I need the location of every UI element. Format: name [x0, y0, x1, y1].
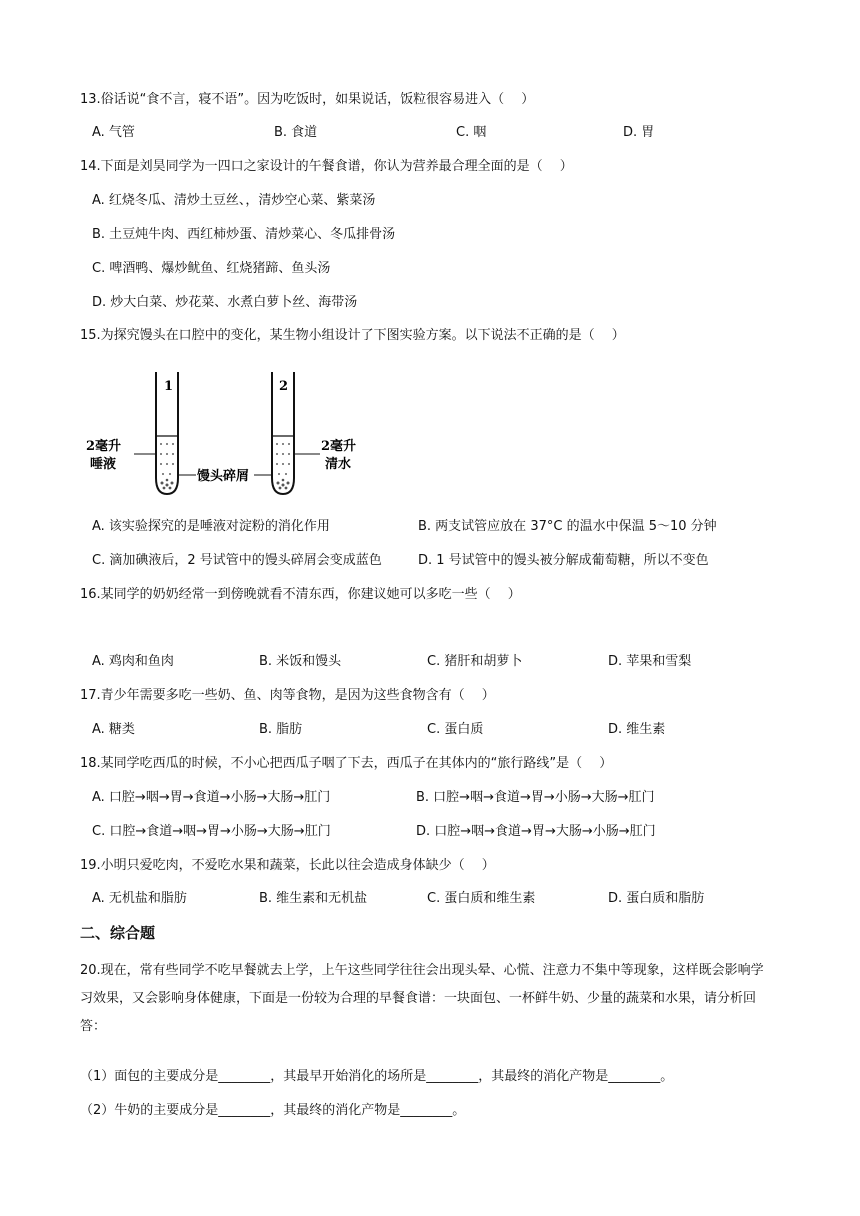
question-18-option-c: C. 口腔→食道→咽→胃→小肠→大肠→肛门: [92, 824, 331, 839]
question-14-option-a: A. 红烧冬瓜、清炒土豆丝、，清炒空心菜、紫菜汤: [92, 193, 376, 208]
question-15-option-b: B. 两支试管应放在 37°C 的温水中保温 5～10 分钟: [418, 519, 717, 534]
test-tube-1: [156, 372, 178, 494]
question-15-option-d: D. 1 号试管中的馒头被分解成葡萄糖，所以不变色: [418, 553, 709, 568]
question-13-stem: 13.俗话说“食不言，寝不语”。因为吃饭时，如果说话，饭粒很容易进入（ ）: [80, 92, 535, 107]
question-17-option-b: B. 脂肪: [259, 722, 303, 737]
question-17-option-d: D. 维生素: [608, 722, 666, 737]
tube-1-number: 1: [164, 379, 174, 394]
question-16-option-d: D. 苹果和雪梨: [608, 654, 692, 669]
test-tube-2: [272, 372, 294, 494]
question-16-option-a: A. 鸡肉和鱼肉: [92, 654, 174, 669]
question-17-option-c: C. 蛋白质: [427, 722, 484, 737]
question-15-option-a: A. 该实验探究的是唾液对淀粉的消化作用: [92, 519, 330, 534]
label-water-amount: 2毫升: [321, 439, 357, 454]
question-17-stem: 17.青少年需要多吃一些奶、鱼、肉等食物，是因为这些食物含有（ ）: [80, 688, 495, 703]
question-20-sub-1: （1）面包的主要成分是________，其最早开始消化的场所是________，其最终的消化产物是________。: [80, 1069, 674, 1084]
question-16-option-c: C. 猪肝和胡萝卜: [427, 654, 523, 669]
label-saliva-amount: 2毫升: [86, 439, 122, 454]
question-19-option-b: B. 维生素和无机盐: [259, 891, 368, 906]
question-19-option-d: D. 蛋白质和脂肪: [608, 891, 705, 906]
question-13-option-b: B. 食道: [274, 125, 318, 140]
question-13-option-c: C. 咽: [456, 125, 487, 140]
question-14-option-c: C. 啤酒鸭、爆炒鱿鱼、红烧猪蹄、鱼头汤: [92, 261, 331, 276]
question-15-option-c: C. 滴加碘液后，2 号试管中的馒头碎屑会变成蓝色: [92, 553, 382, 568]
tube-2-number: 2: [279, 379, 289, 394]
test-tube-experiment-figure: [84, 368, 364, 498]
question-14-stem: 14.下面是刘昊同学为一四口之家设计的午餐食谱，你认为营养最合理全面的是（ ）: [80, 159, 573, 174]
question-20-sub-2: （2）牛奶的主要成分是________，其最终的消化产物是________。: [80, 1103, 466, 1118]
question-15-stem: 15.为探究馒头在口腔中的变化，某生物小组设计了下图实验方案。以下说法不正确的是（ ）: [80, 328, 625, 343]
question-14-option-b: B. 土豆炖牛肉、西红柿炒蛋、清炒菜心、冬瓜排骨汤: [92, 227, 396, 242]
question-14-option-d: D. 炒大白菜、炒花菜、水煮白萝卜丝、海带汤: [92, 295, 358, 310]
question-16-stem: 16.某同学的奶奶经常一到傍晚就看不清东西，你建议她可以多吃一些（ ）: [80, 587, 521, 602]
question-13-option-d: D. 胃: [623, 125, 655, 140]
label-bread-crumbs: 馒头碎屑: [197, 469, 250, 484]
section-heading-comprehensive: 二、综合题: [80, 924, 156, 942]
question-17-option-a: A. 糖类: [92, 722, 135, 737]
question-20-stem: 20.现在，常有些同学不吃早餐就去上学，上午这些同学往往会出现头晕、心慌、注意力不集中等现象，这样既会影响学习效果，又会影响身体健康，下面是一份较为合理的早餐食谱：一块面包、一杯鲜牛奶、少量的蔬菜和水果，请分析回答：: [80, 963, 764, 1034]
label-water: 清水: [325, 457, 352, 472]
question-18-option-a: A. 口腔→咽→胃→食道→小肠→大肠→肛门: [92, 790, 331, 805]
question-19-stem: 19.小明只爱吃肉，不爱吃水果和蔬菜，长此以往会造成身体缺少（ ）: [80, 858, 495, 873]
question-18-option-d: D. 口腔→咽→食道→胃→大肠→小肠→肛门: [416, 824, 656, 839]
question-19-option-a: A. 无机盐和脂肪: [92, 891, 187, 906]
question-18-stem: 18.某同学吃西瓜的时候，不小心把西瓜子咽了下去，西瓜子在其体内的“旅行路线”是（ ）: [80, 756, 613, 771]
question-18-option-b: B. 口腔→咽→食道→胃→小肠→大肠→肛门: [416, 790, 655, 805]
question-16-option-b: B. 米饭和馒头: [259, 654, 342, 669]
label-saliva: 唾液: [90, 457, 117, 472]
question-13-option-a: A. 气管: [92, 125, 135, 140]
question-19-option-c: C. 蛋白质和维生素: [427, 891, 536, 906]
